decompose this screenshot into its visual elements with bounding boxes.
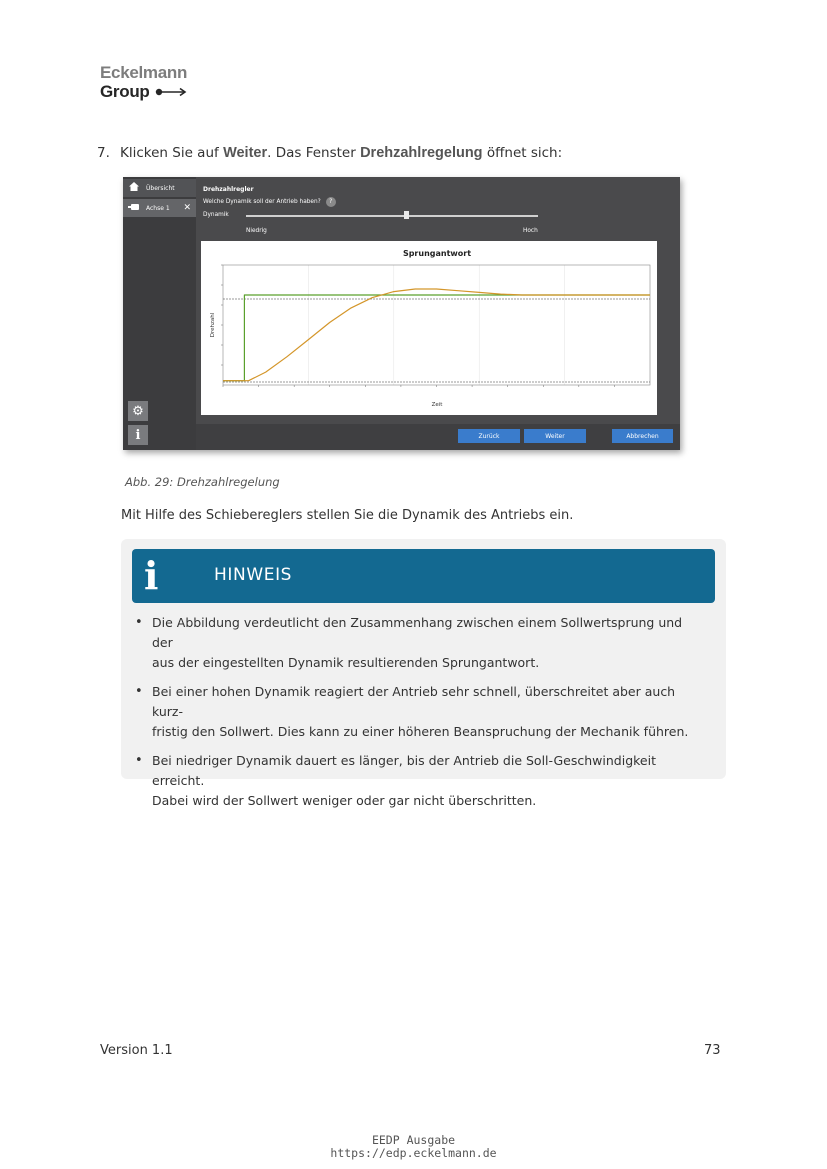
notice-item-line: Bei niedriger Dynamik dauert es länger, bis der Antrieb die Soll-Geschwindigkeit erreicht.: [152, 753, 656, 788]
step-text-before: Klicken Sie auf: [120, 145, 224, 161]
footer-edition: EEDP Ausgabe: [371, 1133, 456, 1147]
logo-line-2-text: Group: [100, 82, 150, 101]
info-icon[interactable]: i: [128, 425, 148, 445]
info-icon: i: [144, 553, 159, 598]
step-text-after: öffnet sich:: [482, 145, 563, 161]
footer-url[interactable]: https://edp.eckelmann.de: [330, 1146, 497, 1160]
next-button[interactable]: Weiter: [524, 429, 586, 443]
notice-item: [121, 682, 697, 742]
notice-title: HINWEIS: [214, 565, 293, 585]
gear-icon[interactable]: ⚙: [128, 401, 148, 421]
chart-series-line-1: [223, 295, 650, 381]
body-paragraph: Mit Hilfe des Schiebereglers stellen Sie die Dynamik des Antriebs ein.: [121, 508, 574, 523]
notice-item-line: aus der eingestellten Dynamik resultierenden Sprungantwort.: [152, 655, 540, 670]
back-button[interactable]: Zurück: [458, 429, 520, 443]
document-version: Version 1.1: [100, 1043, 173, 1058]
page-number: 73: [704, 1043, 721, 1058]
nav-item-axis-label: Achse 1: [146, 204, 170, 212]
step-text-middle: . Das Fenster: [267, 145, 361, 161]
chart-x-axis-label: Zeit: [431, 402, 443, 408]
logo-arrow-icon: [155, 87, 187, 97]
button-bar: [196, 424, 680, 450]
step-bold-window: Drehzahlregelung: [360, 145, 483, 161]
notice-item-line: Dabei wird der Sollwert weniger oder gar nicht überschritten.: [152, 793, 537, 808]
close-icon[interactable]: ✕: [183, 203, 191, 213]
panel-heading: Drehzahlregler: [203, 186, 254, 193]
step-response-chart-panel: [201, 241, 657, 415]
nav-item-overview-label: Übersicht: [146, 184, 175, 192]
logo-line-1: Eckelmann: [100, 63, 188, 82]
drive-icon: [126, 203, 142, 214]
app-sidebar: [123, 177, 196, 450]
slider-low-label: Niedrig: [246, 228, 267, 234]
drehzahlregelung-window: [123, 177, 680, 450]
chart-y-axis-label: Drehzahl: [210, 312, 216, 338]
dynamics-question-text: Welche Dynamik soll der Antrieb haben?: [203, 199, 321, 205]
notice-item-line: fristig den Sollwert. Dies kann zu einer höheren Beanspruchung der Mechanik führen.: [152, 724, 689, 739]
chart-plot-area: [223, 265, 650, 385]
slider-high-label: Hoch: [523, 228, 538, 234]
notice-item-line: Die Abbildung verdeutlicht den Zusammenhang zwischen einem Sollwertsprung und der: [152, 615, 683, 650]
notice-header: [132, 549, 715, 603]
step-response-chart: [201, 241, 657, 415]
help-icon[interactable]: ?: [326, 197, 336, 207]
notice-item-line: Bei einer hohen Dynamik reagiert der Antrieb sehr schnell, überschreitet aber auch kurz-: [152, 684, 676, 719]
cancel-button[interactable]: Abbrechen: [612, 429, 673, 443]
dynamics-slider-thumb[interactable]: [404, 211, 409, 219]
step-instruction: [97, 145, 562, 161]
nav-item-overview[interactable]: [123, 179, 196, 197]
notice-list: [121, 613, 721, 820]
logo-line-2: [100, 83, 187, 100]
notice-item: [121, 751, 697, 811]
notice-item: [121, 613, 697, 673]
notice-box: [121, 539, 726, 808]
figure-caption: Abb. 29: Drehzahlregelung: [125, 475, 280, 489]
nav-item-axis-1[interactable]: [123, 199, 196, 217]
home-icon: [126, 182, 142, 194]
dynamics-label: Dynamik: [203, 212, 229, 218]
chart-grid: [221, 265, 614, 387]
step-bold-weiter: Weiter: [223, 145, 268, 161]
dynamics-question: [203, 197, 336, 207]
chart-series-line-2: [223, 289, 650, 381]
company-logo: [100, 64, 187, 100]
chart-title: Sprungantwort: [402, 249, 472, 258]
dynamics-slider-track[interactable]: [246, 215, 538, 217]
chart-series-group: [223, 289, 650, 381]
step-number: 7.: [97, 145, 110, 161]
